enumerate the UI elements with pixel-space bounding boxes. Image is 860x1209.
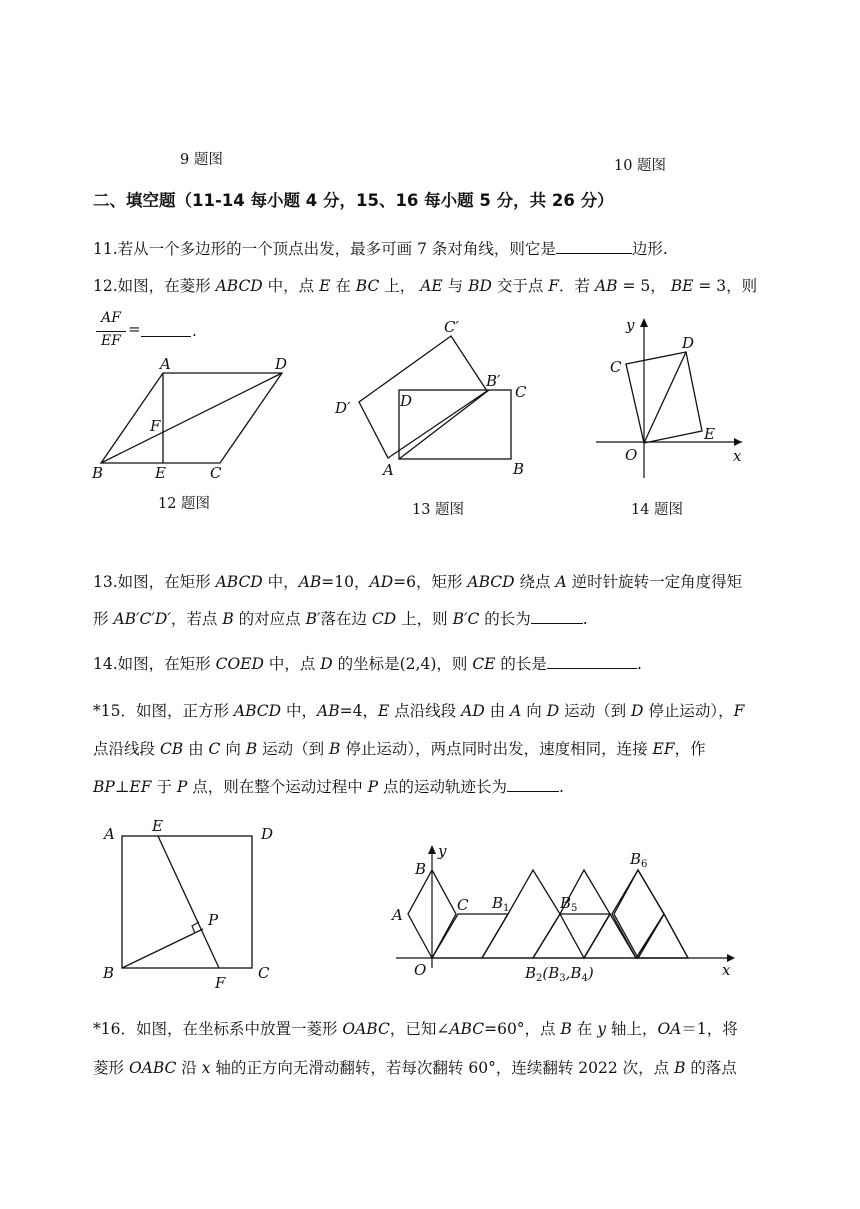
caption-fig10: 10 题图: [614, 158, 667, 174]
q13-text: 中，: [262, 573, 299, 591]
q12-answer-blank[interactable]: [141, 336, 191, 337]
q15-text: 点，则在整个运动过程中: [187, 778, 368, 796]
label-b: B: [415, 860, 427, 878]
q12-text: 12.如图，在菱形: [93, 277, 216, 295]
q11-text: 11.若从一个多边形的一个顶点出发，最多可画 7 条对角线，则它是: [93, 240, 556, 258]
q15-text: 向: [220, 740, 246, 758]
q13-var: AD: [369, 573, 394, 591]
q12-text: = 5，: [617, 277, 671, 295]
q15-var: CB: [159, 740, 184, 758]
y-axis-arrow: [640, 318, 648, 327]
q15-var: BP: [93, 778, 115, 796]
q13-answer-blank[interactable]: [531, 609, 583, 624]
label-y: y: [438, 842, 447, 860]
segment-ab-prime: [399, 390, 489, 459]
label-c-prime: C′: [444, 318, 459, 336]
label-d: D: [682, 334, 695, 352]
label-a: A: [383, 461, 394, 479]
label-b: B: [513, 460, 525, 478]
q16-var: OA: [657, 1020, 682, 1038]
q14-text: 的坐标是: [332, 655, 400, 673]
q15-text: *15．如图，正方形: [93, 702, 234, 720]
caption-fig9: 9 题图: [180, 152, 223, 168]
question-14: [93, 654, 642, 674]
q13-var: AB′C′D′: [113, 610, 171, 628]
section-heading: 二、填空题（11-14 每小题 4 分，15、16 每小题 5 分，共 26 分）: [93, 191, 614, 210]
q15-text: 由: [484, 702, 511, 720]
label-o: O: [625, 446, 638, 464]
q15-var: P: [367, 778, 379, 796]
question-13-line-2: [93, 609, 588, 629]
q16-text: 菱形: [93, 1059, 129, 1077]
q15-var: D: [631, 702, 644, 720]
q15-text: 点的运动轨迹长为: [378, 778, 508, 796]
q15-text: 由: [183, 740, 209, 758]
q15-var: P: [176, 778, 188, 796]
label-b6: $B_6$: [630, 850, 648, 870]
q16-text: 的落点: [685, 1059, 737, 1077]
label-a: A: [104, 825, 115, 843]
q12-var: E: [319, 277, 331, 295]
q14-var: CE: [472, 655, 496, 673]
rhombus-step-8: [638, 870, 690, 914]
q13-var: AB: [298, 573, 322, 591]
q15-var: F: [733, 702, 745, 720]
q12-fraction-bar: [96, 331, 126, 332]
question-16-line-2: [93, 1058, 737, 1078]
q13-var: B′C: [452, 610, 480, 628]
label-c: C: [610, 358, 622, 376]
label-b5: $B_5$: [560, 894, 578, 914]
q15-perp-symbol: ⊥: [114, 778, 130, 796]
q12-var: ABCD: [215, 277, 263, 295]
q12-equals: =: [128, 320, 141, 338]
figure-14-coordinate-rectangle: [592, 312, 752, 482]
label-e: E: [155, 464, 166, 482]
q15-var: ABCD: [233, 702, 282, 720]
rhombus-step-6b: [636, 870, 664, 958]
q15-var: AB: [317, 702, 340, 720]
label-a: A: [392, 906, 403, 924]
q12-var: AE: [420, 277, 443, 295]
segment-ef: [158, 836, 219, 968]
label-b-prime: B′: [486, 372, 501, 390]
q12-text: 与: [442, 277, 469, 295]
q12-text: 中，点: [262, 277, 320, 295]
rhombus-step-7: [638, 914, 688, 958]
q16-text: 在: [571, 1020, 598, 1038]
q12-text: ．若: [559, 277, 595, 295]
q15-var: C: [208, 740, 221, 758]
q15-var: EF: [129, 778, 152, 796]
figure-16-rolling-rhombus: [388, 838, 743, 993]
caption-fig13: 13 题图: [412, 502, 465, 518]
q13-text: 形: [93, 610, 114, 628]
question-13-line-1: [93, 572, 742, 592]
q15-text: ，作: [674, 740, 706, 758]
q13-var: CD: [371, 610, 397, 628]
label-a: A: [160, 355, 171, 373]
q13-text: 上，则: [396, 610, 453, 628]
q13-text: 的对应点: [233, 610, 306, 628]
question-15-line-3: [93, 777, 564, 797]
label-d: D: [261, 825, 274, 843]
label-e: E: [152, 817, 163, 835]
label-e: E: [704, 425, 715, 443]
q14-coordinate: (2,4): [399, 655, 437, 673]
figure-15-square: [96, 812, 286, 994]
rectangle-ab-c-d: [359, 336, 487, 458]
question-15-line-1: [93, 701, 744, 721]
q15-var: EF: [652, 740, 675, 758]
label-b2-b3-b4: $B_2(B_3,B_4)$: [525, 964, 594, 984]
question-16-line-1: [93, 1019, 738, 1039]
q16-var: OABC: [342, 1020, 390, 1038]
x-axis-arrow: [734, 438, 742, 446]
q12-fraction-denominator: EF: [101, 333, 121, 349]
q13-text: =10，: [321, 573, 370, 591]
label-f: F: [150, 417, 161, 435]
label-d: D: [275, 355, 288, 373]
q15-answer-blank[interactable]: [507, 777, 559, 792]
segment-bd: [101, 373, 282, 463]
q11-tail: 边形.: [631, 240, 668, 258]
rhombus-step-10: [638, 914, 688, 958]
caption-fig12: 12 题图: [158, 496, 211, 512]
q12-var: BC: [355, 277, 380, 295]
question-15-line-2: [93, 739, 706, 759]
q14-var: D: [320, 655, 333, 673]
q15-text: 停止运动），: [643, 702, 734, 720]
q13-text: 落在边: [320, 610, 372, 628]
q11-answer-blank[interactable]: [556, 239, 632, 254]
q16-text: 沿: [176, 1059, 202, 1077]
rectangle-abcd: [399, 390, 511, 459]
q16-var: B: [560, 1020, 572, 1038]
caption-fig14: 14 题图: [631, 502, 684, 518]
q14-text: 的长是: [495, 655, 547, 673]
figure-13-rectangles: [330, 312, 535, 482]
square-abcd: [122, 836, 252, 968]
label-c: C: [210, 464, 222, 482]
q13-var: ABCD: [215, 573, 263, 591]
y-axis-arrow: [428, 845, 436, 854]
q16-text: ＝1，将: [681, 1020, 738, 1038]
label-c: C: [258, 964, 270, 982]
label-b: B: [92, 464, 104, 482]
q15-text: 运动（到: [257, 740, 330, 758]
q16-var: y: [597, 1020, 606, 1038]
q12-var: BD: [468, 277, 492, 295]
label-b1: $B_1$: [492, 894, 510, 914]
q16-text: 轴上，: [606, 1020, 658, 1038]
q12-var: F: [548, 277, 560, 295]
question-12: [93, 276, 757, 296]
q13-period: .: [582, 610, 588, 628]
q16-text: =60°，点: [484, 1020, 561, 1038]
q14-answer-blank[interactable]: [547, 654, 637, 669]
figure-12-rhombus: [88, 352, 303, 487]
q13-text: 逆时针旋转一定角度得矩: [566, 573, 743, 591]
q14-text: 14.如图，在矩形: [93, 655, 216, 673]
label-y: y: [626, 316, 635, 334]
q15-period: .: [559, 778, 564, 796]
q14-text: 中，点: [263, 655, 321, 673]
segment-bp: [122, 929, 203, 968]
q12-text: 交于点: [491, 277, 549, 295]
q14-var: COED: [215, 655, 264, 673]
q15-var: A: [510, 702, 522, 720]
q16-text: ，已知∠: [389, 1020, 450, 1038]
q16-text: 轴的正方向无滑动翻转，若每次翻转 60°，连续翻转 2022 次，点: [210, 1059, 675, 1077]
label-f: F: [215, 974, 226, 992]
q16-var: OABC: [128, 1059, 177, 1077]
q12-var: AB: [594, 277, 618, 295]
q12-var: BE: [670, 277, 694, 295]
q15-text: 点沿线段: [389, 702, 462, 720]
rhombus-step-5: [584, 914, 636, 958]
q15-var: AD: [461, 702, 485, 720]
question-11: [93, 239, 668, 259]
q15-var: B: [245, 740, 258, 758]
label-d-prime: D′: [335, 399, 351, 417]
q12-period: .: [192, 322, 197, 340]
label-o: O: [414, 961, 427, 979]
q16-var: ABC: [449, 1020, 485, 1038]
q16-var: B: [674, 1059, 686, 1077]
label-c: C: [457, 896, 469, 914]
rhombus-step-6: [612, 870, 664, 958]
q13-var: ABCD: [467, 573, 515, 591]
rectangle-coed: [626, 352, 702, 443]
q13-text: 13.如图，在矩形: [93, 573, 216, 591]
label-x: x: [722, 961, 731, 979]
label-p: P: [208, 911, 219, 929]
q15-text: 于: [151, 778, 177, 796]
q15-var: E: [377, 702, 390, 720]
q15-text: 中，: [281, 702, 318, 720]
q15-text: =4，: [339, 702, 378, 720]
q15-text: 向: [521, 702, 547, 720]
q15-var: B: [329, 740, 341, 758]
q15-text: 停止运动），两点同时出发，速度相同，连接: [340, 740, 653, 758]
q15-var: D: [546, 702, 560, 720]
label-x: x: [733, 447, 742, 465]
q14-period: .: [636, 655, 642, 673]
rhombus-step-9: [614, 870, 664, 958]
q13-text: ，若点: [170, 610, 223, 628]
q16-var: x: [201, 1059, 211, 1077]
q13-var: B: [222, 610, 234, 628]
q13-text: 绕点: [514, 573, 556, 591]
q12-text: = 3，则: [693, 277, 758, 295]
q12-text: 在: [330, 277, 356, 295]
label-c: C: [515, 383, 527, 401]
diagonal-od: [644, 352, 686, 443]
q15-text: 运动（到: [559, 702, 631, 720]
label-b: B: [103, 964, 115, 982]
label-d: D: [400, 392, 413, 410]
q16-text: *16．如图，在坐标系中放置一菱形: [93, 1020, 343, 1038]
q13-var: A: [555, 573, 567, 591]
q13-text: 的长为: [479, 610, 531, 628]
q13-text: =6，矩形: [393, 573, 468, 591]
q15-text: 点沿线段: [93, 740, 160, 758]
q13-var: B′: [305, 610, 321, 628]
q12-text: 上，: [379, 277, 421, 295]
q14-text: ，则: [436, 655, 473, 673]
q12-fraction-numerator: AF: [101, 310, 121, 326]
